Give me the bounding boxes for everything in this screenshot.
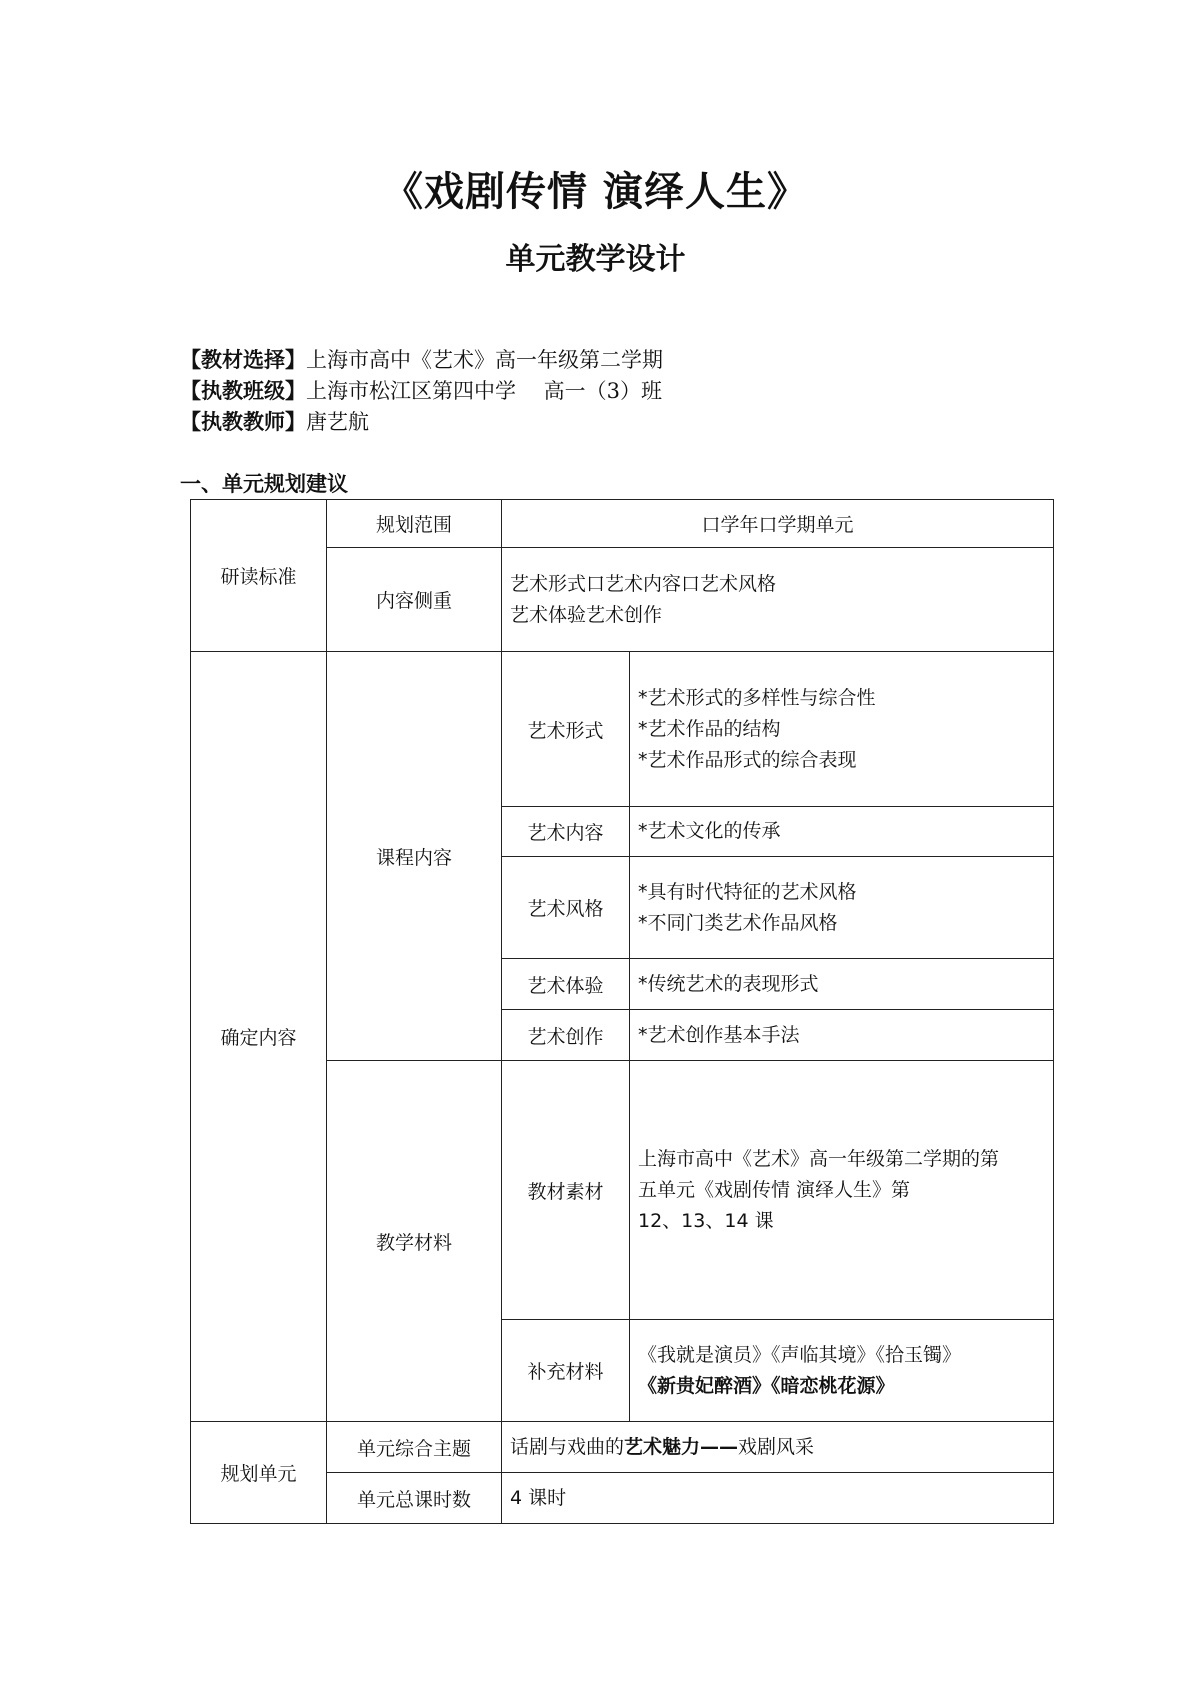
- art-content-label: 艺术内容: [502, 807, 630, 857]
- art-style-label: 艺术风格: [502, 857, 630, 959]
- meta-value: 上海市松江区第四中学 高一（3）班: [306, 379, 663, 403]
- page-subtitle: 单元教学设计: [505, 242, 686, 277]
- table-row: [191, 1422, 1054, 1473]
- list-item: *艺术形式的多样性与综合性: [638, 686, 876, 709]
- textbook-line: 五单元《戏剧传情 演绎人生》第: [638, 1178, 911, 1201]
- art-experience-items: [630, 959, 1054, 1010]
- teaching-materials-cell: 教学材料: [327, 1061, 502, 1422]
- plan-scope-label: 规划范围: [327, 500, 502, 548]
- list-item: *艺术作品的结构: [638, 717, 781, 740]
- unit-theme-label: 单元综合主题: [327, 1422, 502, 1473]
- meta-value: 唐艺航: [306, 410, 369, 434]
- meta-textbook: [180, 345, 663, 376]
- list-item: *具有时代特征的艺术风格: [638, 880, 857, 903]
- meta-label: 【执教教师】: [180, 410, 306, 434]
- textbook-line: 12、13、14 课: [638, 1209, 774, 1232]
- course-content-cell: 课程内容: [327, 652, 502, 1061]
- content-focus-line: 艺术形式口艺术内容口艺术风格: [510, 572, 777, 595]
- unit-planning-table: [190, 499, 1054, 1524]
- meta-class: [180, 376, 663, 407]
- plan-scope-value: 口学年口学期单元: [502, 500, 1054, 548]
- plan-unit-cell: 规划单元: [191, 1422, 327, 1524]
- textbook-label: 教材素材: [502, 1061, 630, 1320]
- determine-content-cell: 确定内容: [191, 652, 327, 1422]
- list-item: *艺术创作基本手法: [638, 1023, 800, 1046]
- meta-info: [180, 345, 663, 438]
- unit-hours-label: 单元总课时数: [327, 1473, 502, 1524]
- unit-theme-value: [502, 1422, 1054, 1473]
- unit-hours-value: 4 课时: [502, 1473, 1054, 1524]
- meta-value: 上海市高中《艺术》高一年级第二学期: [306, 348, 663, 372]
- art-form-items: [630, 652, 1054, 807]
- art-content-items: [630, 807, 1054, 857]
- art-form-label: 艺术形式: [502, 652, 630, 807]
- unit-theme-bold: 艺术魅力——: [624, 1435, 739, 1458]
- textbook-value: [630, 1061, 1054, 1320]
- content-focus-label: 内容侧重: [327, 548, 502, 652]
- supplementary-label: 补充材料: [502, 1320, 630, 1422]
- content-focus-line: 艺术体验艺术创作: [510, 603, 663, 626]
- supplementary-line: 《新贵妃醉酒》《暗恋桃花源》: [638, 1374, 895, 1397]
- page-title: 《戏剧传情 演绎人生》: [383, 169, 808, 215]
- supplementary-value: [630, 1320, 1054, 1422]
- study-standard-cell: 研读标准: [191, 500, 327, 652]
- textbook-line: 上海市高中《艺术》高一年级第二学期的第: [638, 1147, 1000, 1170]
- unit-theme-suffix: 戏剧风采: [738, 1435, 815, 1458]
- art-experience-label: 艺术体验: [502, 959, 630, 1010]
- list-item: *不同门类艺术作品风格: [638, 911, 838, 934]
- table-row: [191, 652, 1054, 807]
- content-focus-value: [502, 548, 1054, 652]
- art-creation-label: 艺术创作: [502, 1010, 630, 1061]
- list-item: *艺术作品形式的综合表现: [638, 748, 857, 771]
- unit-theme-prefix: 话剧与戏曲的: [510, 1435, 625, 1458]
- supplementary-line: 《我就是演员》《声临其境》《拾玉镯》: [638, 1343, 962, 1366]
- table-row: [191, 500, 1054, 548]
- list-item: *艺术文化的传承: [638, 820, 781, 842]
- meta-label: 【执教班级】: [180, 379, 306, 403]
- section-heading: 一、单元规划建议: [180, 472, 348, 496]
- meta-teacher: [180, 407, 663, 438]
- art-style-items: [630, 857, 1054, 959]
- meta-label: 【教材选择】: [180, 348, 306, 372]
- art-creation-items: [630, 1010, 1054, 1061]
- list-item: *传统艺术的表现形式: [638, 972, 819, 995]
